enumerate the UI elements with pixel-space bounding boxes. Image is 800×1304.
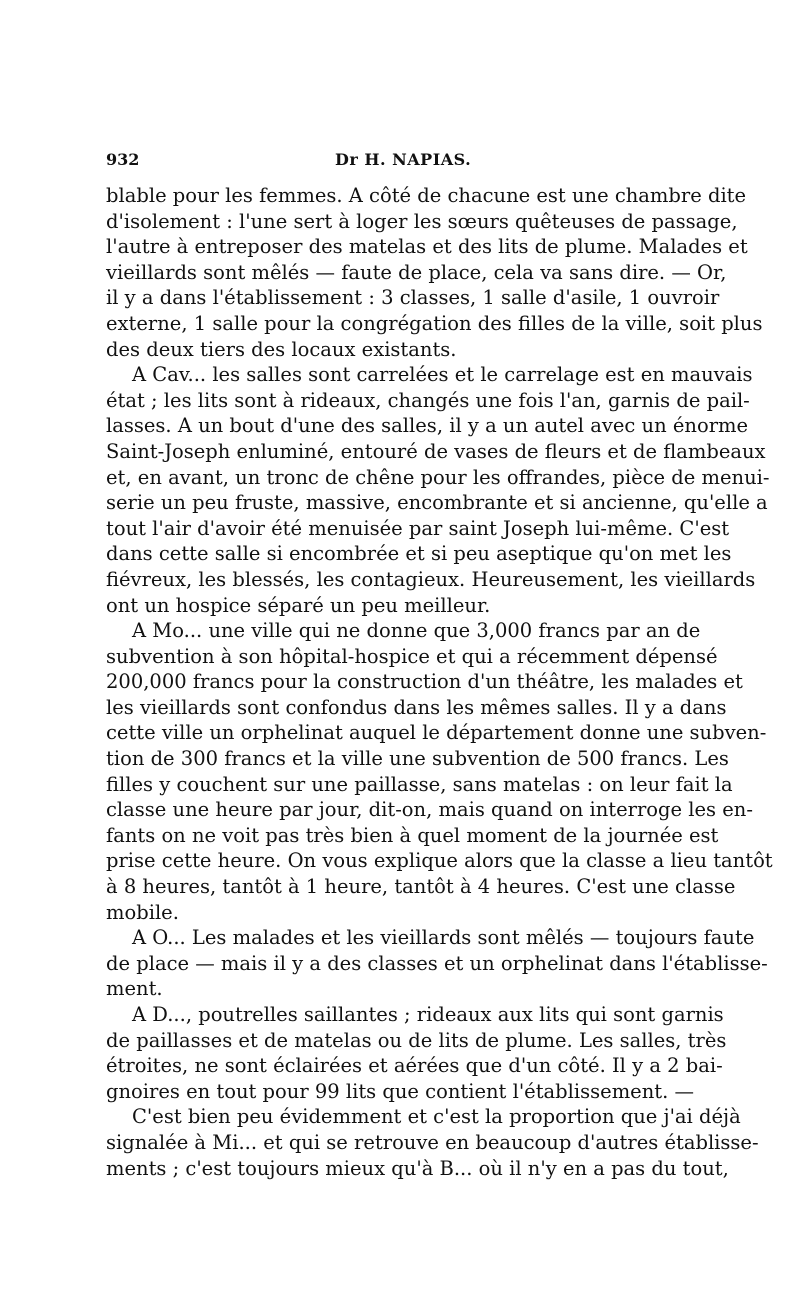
paragraph (106, 362, 770, 618)
text-line: des deux tiers des locaux existants. (106, 337, 457, 361)
text-line: ment. (106, 977, 163, 1001)
text-line: cette ville un orphelinat auquel le département donne une subven- (106, 721, 767, 745)
body-text (106, 183, 773, 1181)
paragraph (106, 618, 773, 925)
text-line: prise cette heure. On vous explique alors que la classe a lieu tantôt (106, 849, 773, 873)
text-line: ments ; c'est toujours mieux qu'à B... où il n'y en a pas du tout, (106, 1156, 729, 1180)
running-head (106, 150, 680, 174)
text-line: d'isolement : l'une sert à loger les sœurs quêteuses de passage, (106, 209, 738, 233)
text-line: tion de 300 francs et la ville une subvention de 500 francs. Les (106, 747, 729, 771)
text-line: Saint-Joseph enluminé, entouré de vases de fleurs et de flambeaux (106, 439, 766, 463)
text-line: état ; les lits sont à rideaux, changés une fois l'an, garnis de pail- (106, 388, 750, 412)
text-line: 200,000 francs pour la construction d'un théâtre, les malades et (106, 670, 743, 694)
text-line: A D..., poutrelles saillantes ; rideaux aux lits qui sont garnis (132, 1003, 724, 1026)
text-line: lasses. A un bout d'une des salles, il y a un autel avec un énorme (106, 414, 749, 438)
text-line: les vieillards sont confondus dans les mêmes salles. Il y a dans (106, 695, 727, 719)
text-line: de place — mais il y a des classes et un orphelinat dans l'établisse- (106, 951, 768, 975)
text-line: étroites, ne sont éclairées et aérées que d'un côté. Il y a 2 bai- (106, 1054, 723, 1078)
text-line: l'autre à entreposer des matelas et des lits de plume. Malades et (106, 235, 748, 259)
page-number: 932 (106, 150, 140, 169)
text-line: gnoires en tout pour 99 lits que contient l'établissement. — (106, 1079, 695, 1103)
text-line: dans cette salle si encombrée et si peu aseptique qu'on met les (106, 542, 732, 566)
text-line: A O... Les malades et les vieillards sont mêlés — toujours faute (132, 926, 755, 950)
text-line: A Cav... les salles sont carrelées et le carrelage est en mauvais (132, 363, 753, 387)
text-line: serie un peu fruste, massive, encombrante et si ancienne, qu'elle a (106, 491, 768, 515)
text-line: classe une heure par jour, dit-on, mais quand on interroge les en- (106, 798, 753, 822)
text-line: blable pour les femmes. A côté de chacune est une chambre dite (106, 184, 747, 207)
paragraph (106, 925, 768, 1002)
text-line: signalée à Mi... et qui se retrouve en beaucoup d'autres établisse- (106, 1130, 759, 1154)
text-line: vieillards sont mêlés — faute de place, cela va sans dire. — Or, (106, 260, 727, 284)
text-line: à 8 heures, tantôt à 1 heure, tantôt à 4 heures. C'est une classe (106, 875, 736, 899)
paragraph (106, 183, 763, 362)
text-line: tout l'air d'avoir été menuisée par saint Joseph lui-même. C'est (106, 516, 730, 540)
text-line: mobile. (106, 900, 179, 924)
text-line: il y a dans l'établissement : 3 classes, 1 salle d'asile, 1 ouvroir (106, 286, 720, 310)
text-line: A Mo... une ville qui ne donne que 3,000 francs par an de (132, 619, 701, 643)
paragraph (106, 1104, 759, 1181)
text-line: filles y couchent sur une paillasse, sans matelas : on leur fait la (106, 772, 733, 796)
text-line: ont un hospice séparé un peu meilleur. (106, 593, 491, 617)
paragraph (106, 1002, 727, 1104)
text-line: et, en avant, un tronc de chêne pour les offrandes, pièce de menui- (106, 465, 770, 489)
text-line: subvention à son hôpital-hospice et qui a récemment dépensé (106, 644, 718, 668)
text-line: C'est bien peu évidemment et c'est la proportion que j'ai déjà (132, 1105, 741, 1129)
text-line: fiévreux, les blessés, les contagieux. Heureusement, les vieillards (106, 567, 756, 591)
author-header: Dr H. NAPIAS. (335, 150, 472, 169)
text-line: fants on ne voit pas très bien à quel moment de la journée est (106, 823, 719, 847)
text-line: externe, 1 salle pour la congrégation des filles de la ville, soit plus (106, 311, 763, 335)
text-line: de paillasses et de matelas ou de lits de plume. Les salles, très (106, 1028, 727, 1052)
